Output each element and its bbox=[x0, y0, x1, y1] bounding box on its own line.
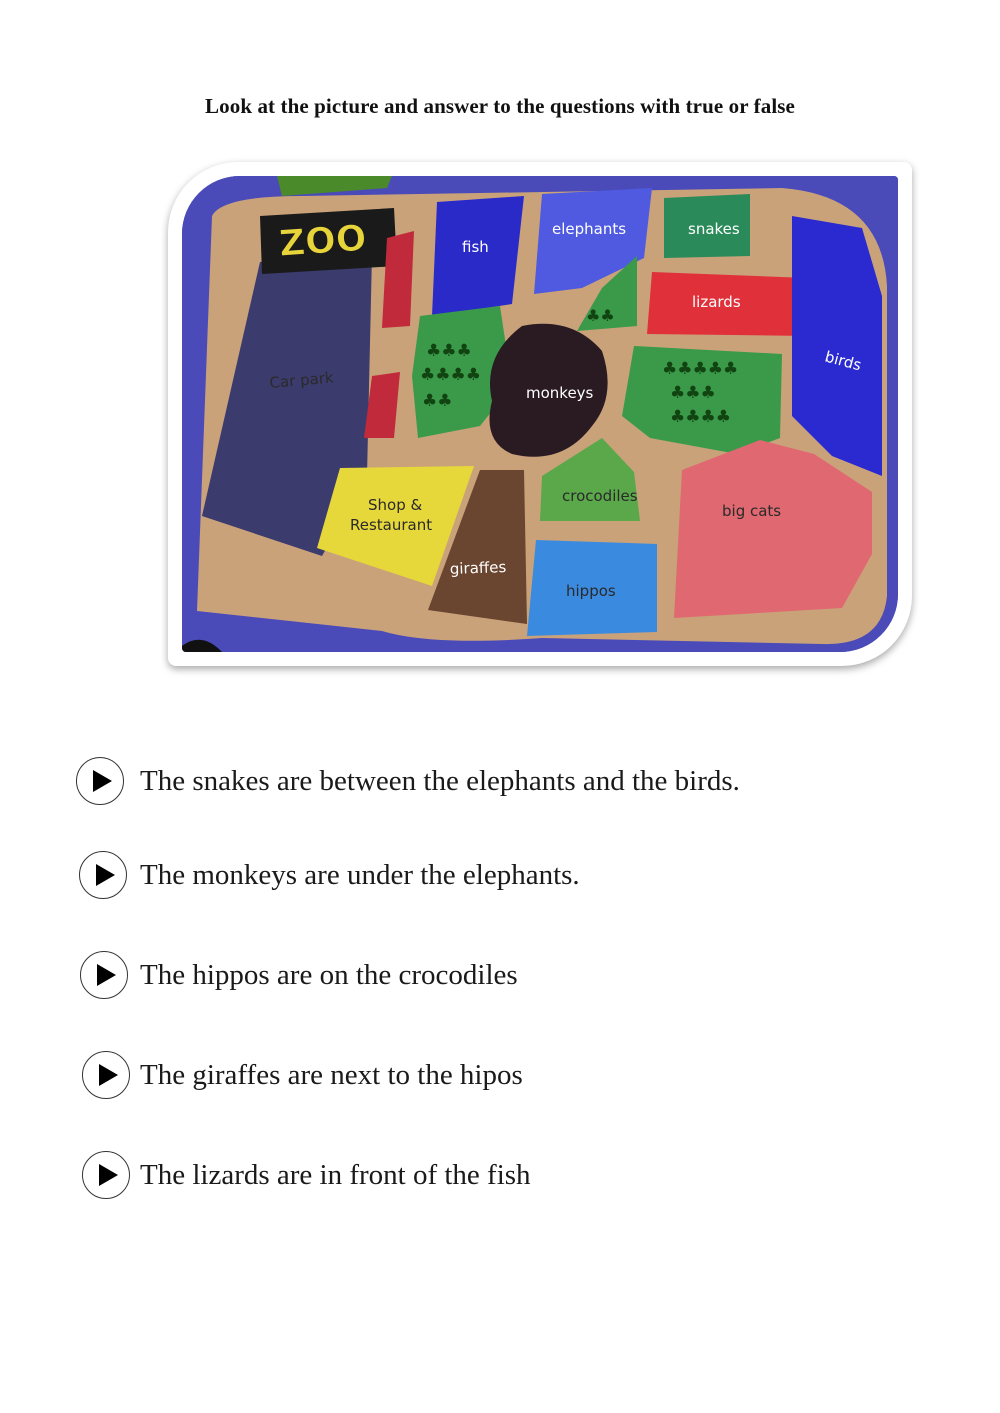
play-icon bbox=[99, 1064, 118, 1086]
shop-label-line1: Shop & bbox=[368, 496, 423, 514]
play-button-4[interactable] bbox=[82, 1051, 130, 1099]
tree-icons-left-2: ♣♣♣♣ bbox=[420, 365, 481, 385]
fish-area bbox=[432, 196, 524, 316]
tree-icons-small: ♣♣ bbox=[586, 306, 615, 325]
hippos-label: hippos bbox=[566, 582, 616, 600]
big-cats-label: big cats bbox=[722, 502, 782, 520]
play-button-5[interactable] bbox=[82, 1151, 130, 1199]
play-icon bbox=[96, 864, 115, 886]
question-4 bbox=[82, 1048, 922, 1102]
elephants-label: elephants bbox=[552, 220, 627, 238]
play-button-2[interactable] bbox=[79, 851, 127, 899]
red-block-top bbox=[382, 231, 414, 328]
question-1 bbox=[76, 754, 916, 808]
shop-label-line2: Restaurant bbox=[350, 516, 433, 534]
crocodiles-label: crocodiles bbox=[562, 487, 638, 505]
zoo-map-photo bbox=[182, 176, 898, 652]
question-5 bbox=[82, 1148, 922, 1202]
snakes-label: snakes bbox=[688, 220, 740, 238]
question-text-5: The lizards are in front of the fish bbox=[140, 1158, 531, 1191]
fish-label: fish bbox=[462, 238, 489, 256]
question-text-3: The hippos are on the crocodiles bbox=[140, 958, 518, 991]
play-button-3[interactable] bbox=[80, 951, 128, 999]
tree-icons-left-3: ♣♣ bbox=[422, 391, 453, 411]
play-icon bbox=[99, 1164, 118, 1186]
question-3 bbox=[80, 948, 920, 1002]
question-2 bbox=[79, 848, 919, 902]
question-text-1: The snakes are between the elephants and the birds. bbox=[140, 764, 740, 797]
tree-icons-right-2: ♣♣♣ bbox=[670, 383, 716, 403]
question-text-2: The monkeys are under the elephants. bbox=[140, 858, 580, 891]
tree-icons-left-1: ♣♣♣ bbox=[426, 341, 472, 361]
question-text-4: The giraffes are next to the hipos bbox=[140, 1058, 523, 1091]
giraffes-label: giraffes bbox=[449, 558, 507, 578]
zoo-sign-text: ZOO bbox=[277, 217, 368, 265]
instruction-heading: Look at the picture and answer to the questions with true or false bbox=[205, 94, 795, 118]
car-park-label: Car park bbox=[268, 368, 335, 392]
play-button-1[interactable] bbox=[76, 757, 124, 805]
monkeys-label: monkeys bbox=[526, 384, 594, 402]
tree-icons-right-3: ♣♣♣♣ bbox=[670, 407, 731, 427]
play-icon bbox=[93, 770, 112, 792]
birds-label: birds bbox=[822, 347, 864, 375]
lizards-label: lizards bbox=[692, 293, 741, 311]
play-icon bbox=[97, 964, 116, 986]
tree-icons-right-1: ♣♣♣♣♣ bbox=[662, 359, 739, 379]
